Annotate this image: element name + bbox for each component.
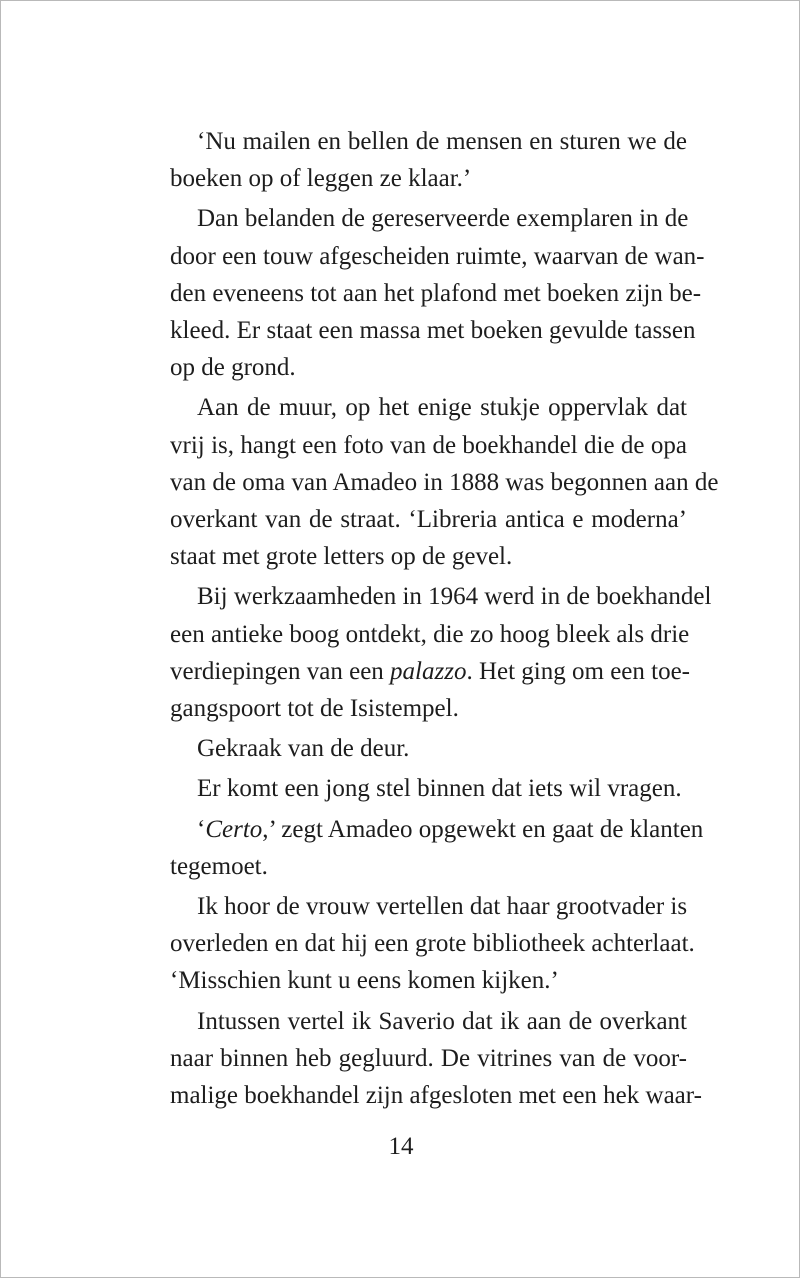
body-text	[143, 123, 719, 1117]
text-line: overkant van de straat. ‘Libreria antica e moderna’	[170, 506, 687, 534]
paragraph	[143, 811, 704, 885]
paragraph	[143, 730, 687, 767]
text-fragment: ‘	[197, 815, 206, 843]
text-line: overleden en dat hij een grote bibliotheek achterlaat.	[170, 930, 695, 958]
text-line: Bij werkzaamheden in 1964 werd in de boekhandel	[197, 583, 712, 611]
text-line: Dan belanden de gereserveerde exemplaren in de	[197, 205, 689, 233]
paragraph	[143, 578, 712, 727]
text-line: boeken op of leggen ze klaar.’	[170, 165, 472, 193]
text-line: Ik hoor de vrouw vertellen dat haar grootvader is	[197, 893, 688, 921]
text-line: Intussen vertel ik Saverio dat ik aan de overkant	[197, 1007, 687, 1035]
text-line	[143, 653, 691, 690]
text-line	[143, 811, 704, 848]
paragraph	[143, 888, 695, 1000]
page-number: 14	[388, 1133, 414, 1160]
text-line: den eveneens tot aan het plafond met boeken zijn be-	[170, 279, 702, 307]
text-line: kleed. Er staat een massa met boeken gevulde tassen	[170, 317, 696, 345]
text-fragment: ,’ zegt Amadeo opgewekt en gaat de klanten	[262, 815, 704, 843]
text-line: door een touw afgescheiden ruimte, waarvan de wan-	[170, 242, 705, 270]
text-line: op de grond.	[170, 354, 296, 382]
text-fragment: verdiepingen van een	[170, 657, 391, 685]
text-line: gangspoort tot de Isistempel.	[170, 695, 459, 723]
text-line: Er komt een jong stel binnen dat iets wil vragen.	[197, 775, 682, 803]
paragraph	[143, 200, 705, 386]
paragraph	[143, 389, 719, 575]
text-line: Aan de muur, op het enige stukje oppervlak dat	[197, 394, 687, 422]
text-line: staat met grote letters op de gevel.	[170, 543, 513, 571]
text-fragment: . Het ging om een toe-	[466, 657, 691, 685]
text-line: naar binnen heb gegluurd. De vitrines van de voor-	[170, 1044, 687, 1072]
paragraph	[143, 770, 687, 807]
text-line: malige boekhandel zijn afgesloten met een hek waar-	[170, 1082, 702, 1110]
paragraph	[143, 1003, 702, 1115]
text-line: ‘Nu mailen en bellen de mensen en sturen we de	[197, 128, 687, 155]
text-line: een antieke boog ontdekt, die zo hoog bleek als drie	[170, 620, 690, 648]
text-line: tegemoet.	[170, 852, 268, 880]
text-line: ‘Misschien kunt u eens komen kijken.’	[170, 967, 559, 995]
text-line: Gekraak van de deur.	[197, 735, 410, 763]
italic-word: palazzo	[390, 657, 467, 685]
text-line: van de oma van Amadeo in 1888 was begonnen aan de	[170, 468, 719, 496]
text-line: vrij is, hangt een foto van de boekhandel die de opa	[170, 431, 687, 459]
italic-word: Certo	[205, 815, 263, 843]
paragraph	[143, 123, 687, 197]
